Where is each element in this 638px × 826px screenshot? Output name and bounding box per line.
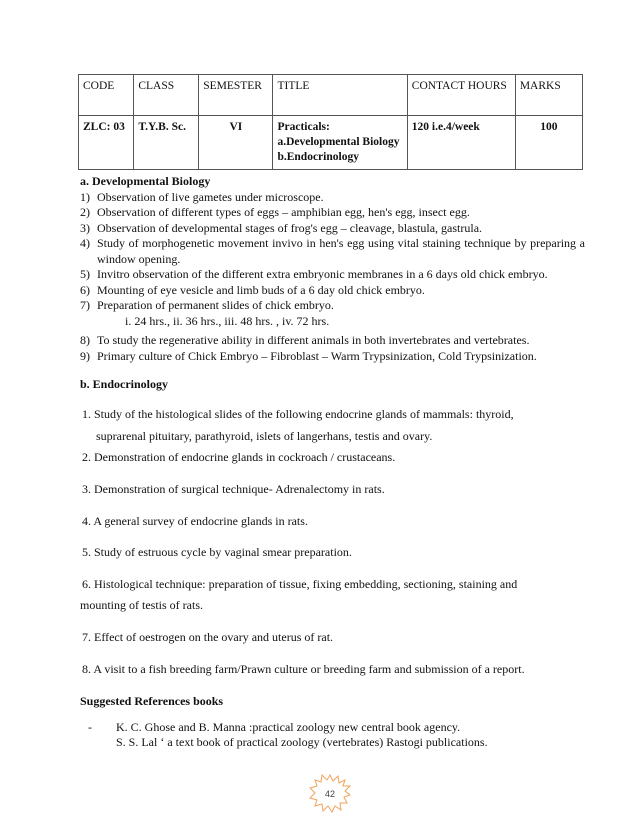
list-item [80,221,585,237]
reference-item [80,720,585,736]
embryo-hours-line: i. 24 hrs., ii. 36 hrs., iii. 48 hrs. , iv. 72 hrs. [125,313,330,328]
item-number: 4) [80,236,90,250]
section-developmental-biology [80,174,585,364]
cell-contact-hours: 120 i.e.4/week [407,116,515,170]
header-semester: SEMESTER [199,75,273,116]
cell-title [273,116,407,170]
item-text: Mounting of eye vesicle and limb buds of a 6 day old chick embryo. [97,282,425,297]
endocrine-item-5: 5. Study of estruous cycle by vaginal smear preparation. [82,545,352,559]
table-row [79,116,583,170]
cell-code: ZLC: 03 [79,116,134,170]
cell-semester: VI [199,116,273,170]
cell-marks: 100 [515,116,582,170]
section-b-heading: b. Endocrinology [80,377,169,391]
reference-text: K. C. Ghose and B. Manna :practical zoology new central book agency. [116,719,461,734]
item-number: 6) [80,282,90,297]
endocrine-item-7: 7. Effect of oestrogen on the ovary and uterus of rat. [82,630,334,644]
endocrine-item-1-line-1: 1. Study of the histological slides of the following endocrine glands of mammals: thyroid, [82,407,514,421]
page-number-badge [308,773,352,813]
item-number: 5) [80,267,90,281]
item-number: 8) [80,333,90,347]
list-item [80,190,585,206]
header-marks: MARKS [515,75,582,116]
item-number: 9) [80,348,90,363]
item-text: Preparation of permanent slides of chick embryo. [97,298,334,312]
list-item [80,349,585,365]
starburst-icon [308,773,352,813]
dash-bullet: - [88,719,92,734]
references-heading: Suggested References books [80,694,224,708]
list-item [80,333,585,349]
header-contact-hours: CONTACT HOURS [407,75,515,116]
item-number: 2) [80,205,90,219]
item-number: 3) [80,220,90,235]
item-text: Observation of developmental stages of frog's egg – cleavage, blastula, gastrula. [97,220,483,235]
endocrine-item-8: 8. A visit to a fish breeding farm/Prawn culture or breeding farm and submission of a report. [82,662,525,676]
list-item [80,205,585,221]
item-text: Invitro observation of the different extra embryonic membranes in a 6 days old chick embryo. [97,267,548,281]
course-table [78,74,583,170]
section-a-list [80,190,585,314]
endocrine-item-6-line-1: 6. Histological technique: preparation of tissue, fixing embedding, sectioning, staining and [82,577,518,591]
section-a-heading: a. Developmental Biology [80,174,211,188]
reference-item: S. S. Lal ‘ a text book of practical zoology (vertebrates) Rastogi publications. [116,735,488,749]
endocrine-item-6-line-2: mounting of testis of rats. [80,598,203,612]
endocrine-item-2: 2. Demonstration of endocrine glands in cockroach / crustaceans. [82,450,396,464]
title-line-1: Practicals: [277,121,330,133]
item-number: 7) [80,298,90,312]
list-item [80,236,585,267]
list-item [80,298,585,314]
item-text: Primary culture of Chick Embryo – Fibroblast – Warm Trypsinization, Cold Trypsinization. [97,348,537,363]
list-item [80,283,585,299]
item-text: Study of morphogenetic movement invivo in hen's egg using vital staining technique by preparing a window opening. [97,236,585,266]
references-section [80,694,585,751]
item-text: Observation of different types of eggs – amphibian egg, hen's egg, insect egg. [97,205,470,219]
title-line-3: b.Endocrinology [277,151,359,163]
item-text: Observation of live gametes under microscope. [97,189,324,204]
item-text: To study the regenerative ability in different animals in both invertebrates and vertebrates. [97,333,530,347]
header-title: TITLE [273,75,407,116]
endocrine-item-1-line-2: suprarenal pituitary, parathyroid, islets of langerhans, testis and ovary. [96,429,433,443]
item-number: 1) [80,189,90,204]
section-a-list-continued [80,333,585,364]
endocrine-item-3: 3. Demonstration of surgical technique- Adrenalectomy in rats. [82,482,385,496]
header-class: CLASS [134,75,199,116]
header-code: CODE [79,75,134,116]
list-item [80,267,585,283]
table-header-row [79,75,583,116]
cell-class: T.Y.B. Sc. [134,116,199,170]
endocrine-item-4: 4. A general survey of endocrine glands in rats. [82,514,308,528]
page-number: 42 [324,789,336,799]
title-line-2: a.Developmental Biology [277,136,400,148]
